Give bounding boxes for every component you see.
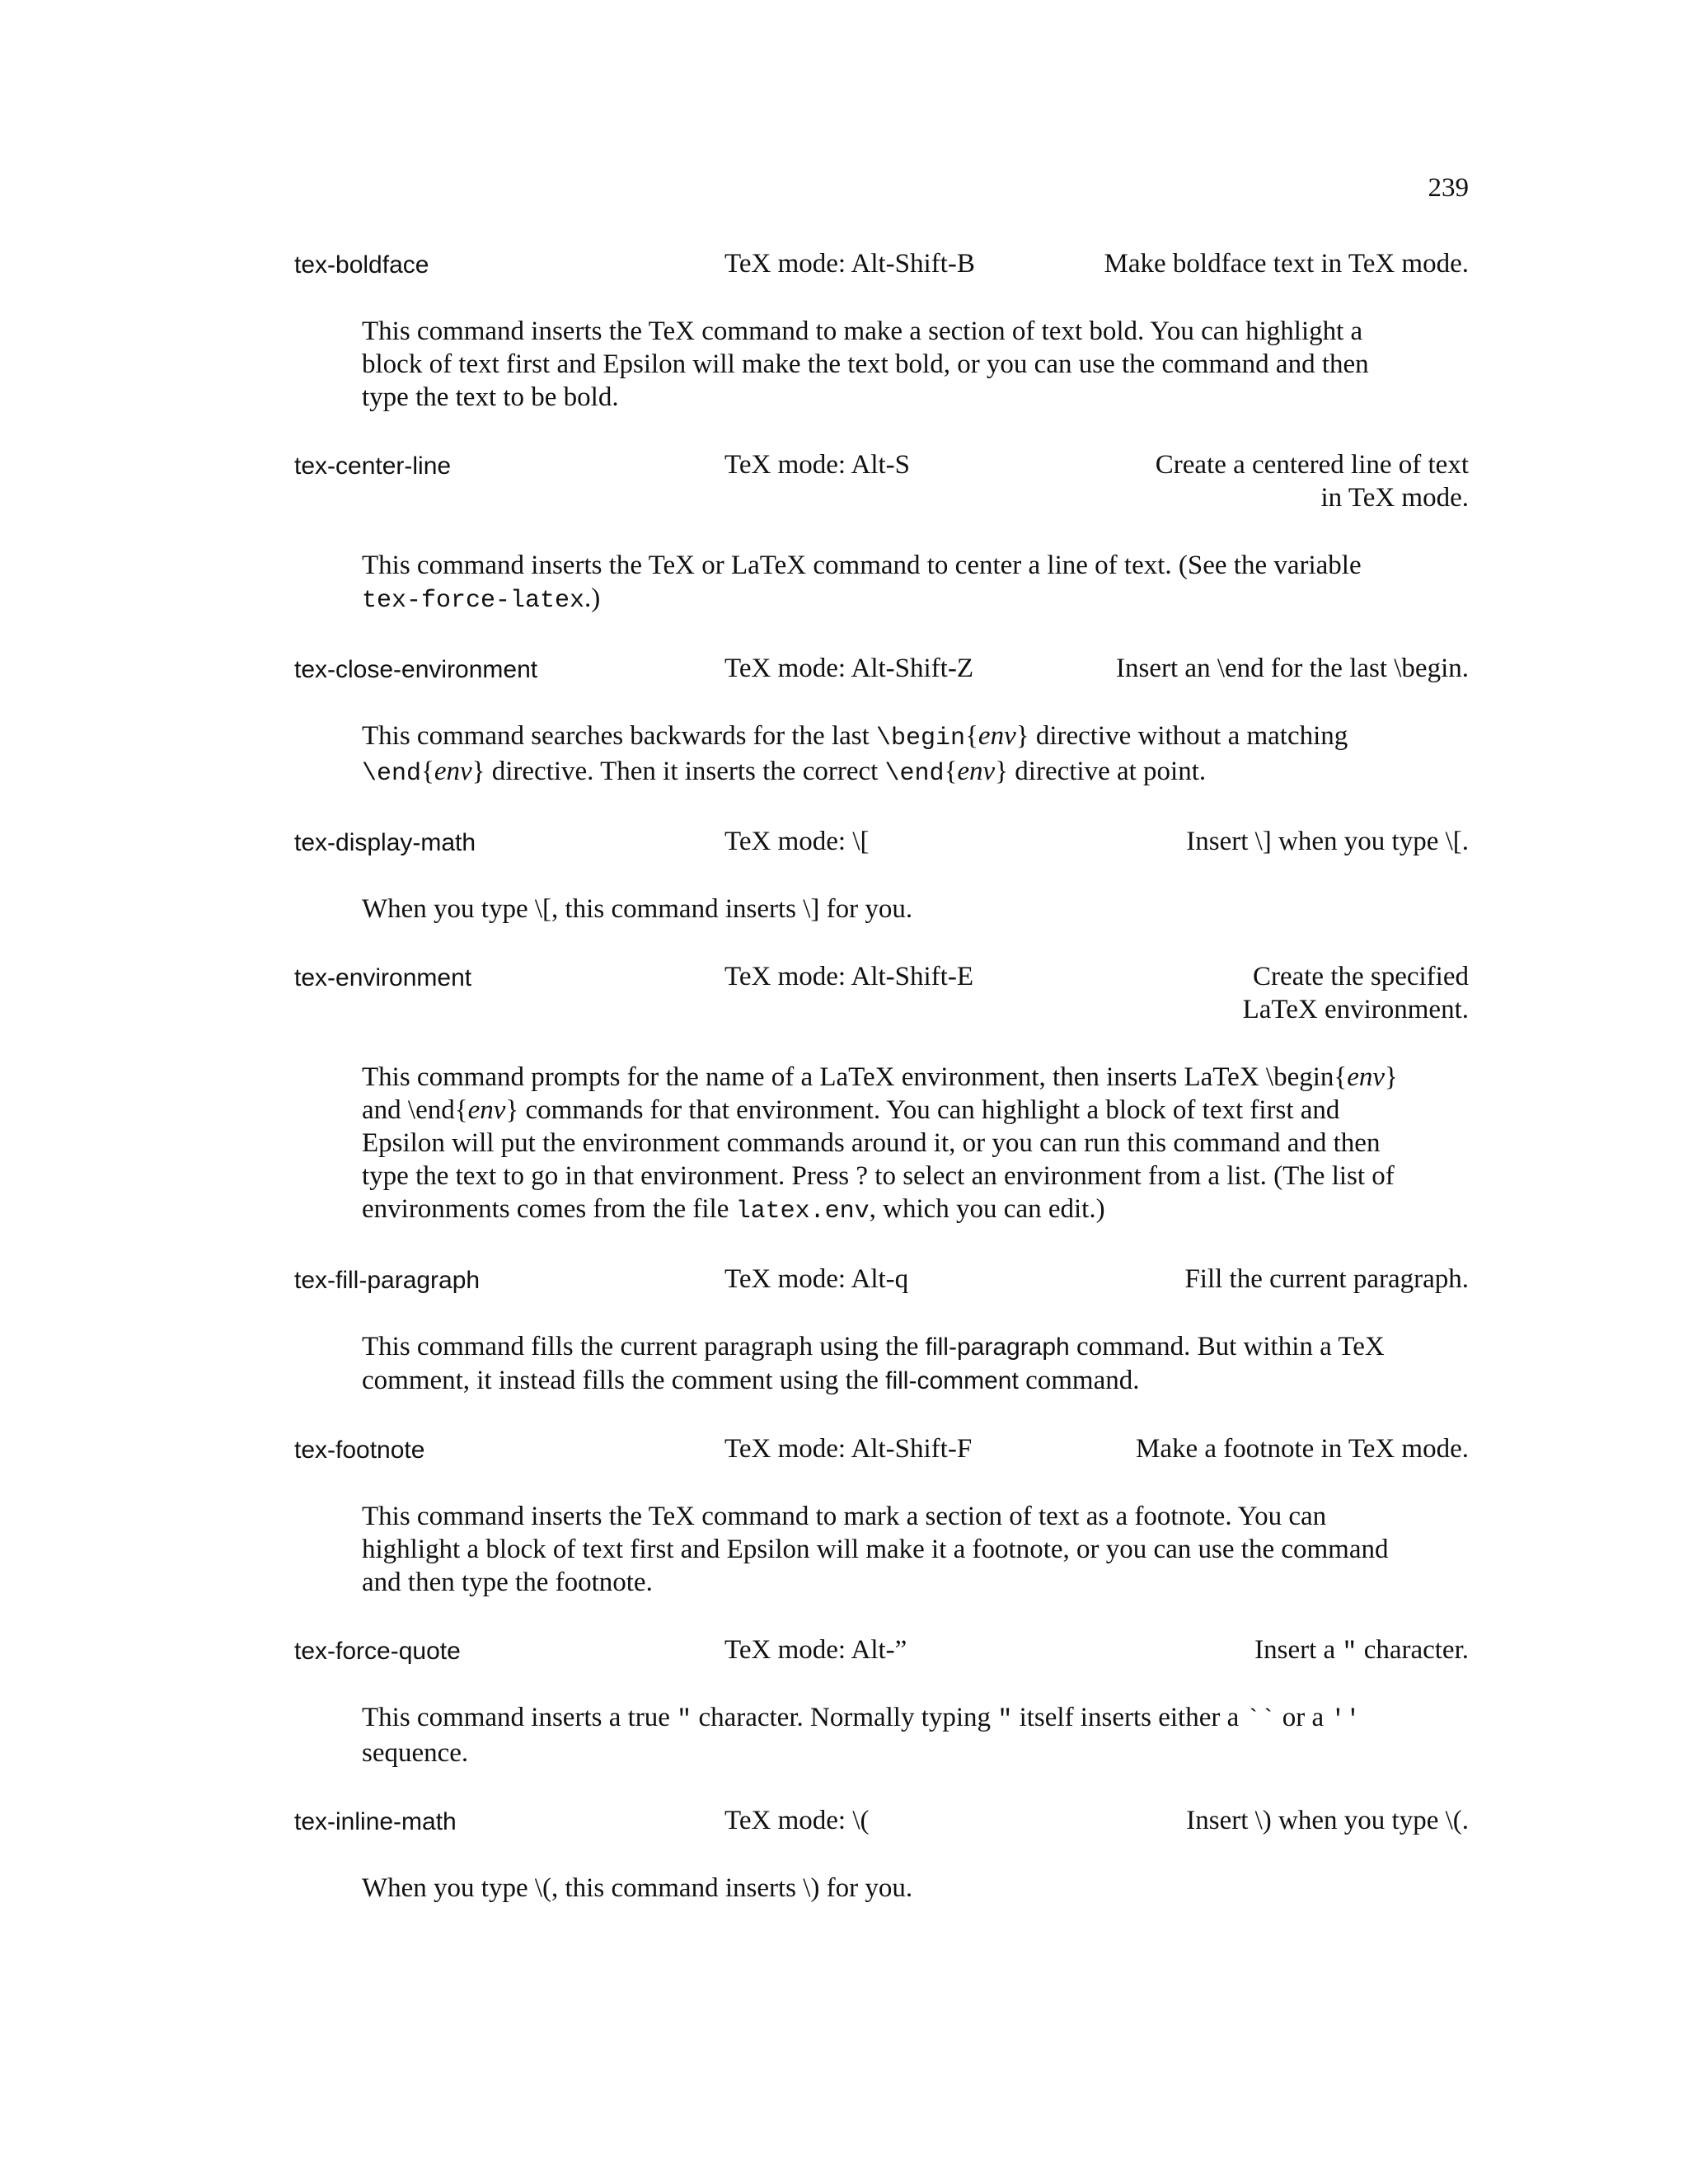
command-name: tex-fill-paragraph [294, 1267, 481, 1294]
summary-line-1: Create a centered line of text [1155, 450, 1469, 480]
key-binding: TeX mode: Alt-Shift-Z [724, 654, 973, 683]
command-name: tex-center-line [294, 452, 452, 480]
quote-char: " [1342, 1638, 1357, 1666]
key-binding: TeX mode: Alt-Shift-E [724, 962, 973, 991]
command-summary: Insert a " character. [1254, 1635, 1469, 1666]
command-summary: Insert \] when you type \[. [1186, 827, 1469, 856]
command-entry-tex-fill-paragraph [294, 1263, 1469, 1398]
command-name: tex-display-math [294, 829, 476, 856]
command-reference: fill-paragraph [925, 1333, 1070, 1361]
summary-line-1: Create the specified [1252, 962, 1469, 991]
variable-name: tex-force-latex [362, 587, 585, 615]
command-entry-tex-center-line [294, 448, 1469, 617]
key-binding: TeX mode: \[ [724, 827, 870, 856]
command-description: This command inserts the TeX command to make a section of text bold. You can highlight a block of text first and Epsilon will make the text bold, or you can use the command and then type the text to be bold. [362, 316, 1369, 412]
latex-end: \end [884, 760, 945, 788]
entry-header [294, 960, 1469, 1026]
quote-char: " [997, 1706, 1013, 1734]
desc-text: .) [584, 583, 601, 613]
command-summary [1114, 960, 1469, 1026]
entry-header [294, 1263, 1469, 1296]
command-entry-tex-inline-math [294, 1804, 1469, 1905]
command-name: tex-boldface [294, 251, 429, 279]
entry-header [294, 1804, 1469, 1837]
command-entry-tex-environment [294, 960, 1469, 1228]
open-quote-sequence: `` [1245, 1706, 1276, 1734]
entry-header [294, 652, 1469, 685]
env-placeholder: env [978, 721, 1016, 751]
entry-header [294, 1432, 1469, 1465]
command-name: tex-footnote [294, 1436, 425, 1464]
entry-header [294, 448, 1469, 514]
command-name: tex-environment [294, 964, 472, 991]
command-name: tex-close-environment [294, 656, 538, 683]
command-description: This command fills the current paragraph using the fill-paragraph command. But within a TeX comment, it instead fills the comment using the fill-comment command. [362, 1332, 1385, 1395]
command-description: This command prompts for the name of a LaTeX environment, then inserts LaTeX \begin{env} and \end{env} commands for that environment. You can highlight a block of text first and Epsilon will put the environment commands around it, or you can run this command and then type the text to go in that environment. Press ? to select an environment from a list. (The list of environments comes from the file latex.env, which you can edit.) [362, 1062, 1398, 1226]
page-number: 239 [1428, 173, 1469, 203]
command-summary: Insert an \end for the last \begin. [1116, 654, 1469, 683]
command-description: This command inserts the TeX command to mark a section of text as a footnote. You can highlight a block of text first and Epsilon will make it a footnote, or you can use the command and then type the footnote. [362, 1502, 1389, 1597]
key-binding: TeX mode: Alt-” [724, 1635, 907, 1665]
command-description: When you type \[, this command inserts \] for you. [362, 894, 913, 924]
command-summary: Insert \) when you type \(. [1186, 1806, 1469, 1835]
command-description: This command searches backwards for the last \begin{env} directive without a matching \end{env} directive. Then it inserts the correct \end{env} directive at point. [362, 721, 1348, 788]
command-reference: fill-comment [885, 1367, 1019, 1394]
command-entry-tex-footnote [294, 1432, 1469, 1599]
command-entry-tex-boldface [294, 247, 1469, 414]
env-placeholder: env [957, 757, 996, 786]
summary-line-2: in TeX mode. [1320, 483, 1469, 513]
command-summary: Fill the current paragraph. [1184, 1264, 1469, 1294]
key-binding: TeX mode: Alt-Shift-B [724, 249, 975, 279]
command-list [294, 247, 1469, 1905]
command-description [362, 549, 1404, 617]
entry-header [294, 1633, 1469, 1666]
key-binding: TeX mode: Alt-S [724, 450, 911, 480]
env-placeholder: env [434, 757, 472, 786]
key-binding: TeX mode: Alt-q [724, 1264, 909, 1294]
latex-begin: \begin [876, 724, 966, 752]
quote-char: " [677, 1706, 692, 1734]
command-description: This command inserts a true " character. Normally typing " itself inserts either a `` or a '' sequence. [362, 1703, 1361, 1768]
command-name: tex-inline-math [294, 1808, 457, 1835]
command-summary: Make boldface text in TeX mode. [1104, 249, 1469, 279]
command-entry-tex-display-math [294, 825, 1469, 926]
command-summary: Make a footnote in TeX mode. [1136, 1434, 1469, 1464]
close-quote-sequence: '' [1330, 1706, 1361, 1734]
command-entry-tex-close-environment [294, 652, 1469, 790]
command-entry-tex-force-quote [294, 1633, 1469, 1769]
file-name: latex.env [735, 1197, 870, 1226]
command-name: tex-force-quote [294, 1638, 461, 1665]
command-description: When you type \(, this command inserts \) for you. [362, 1873, 913, 1903]
env-placeholder: env [467, 1095, 506, 1125]
summary-line-2: LaTeX environment. [1242, 995, 1469, 1024]
command-summary [1114, 448, 1469, 514]
key-binding: TeX mode: \( [724, 1806, 870, 1835]
env-placeholder: env [1347, 1062, 1386, 1092]
entry-header [294, 247, 1469, 280]
latex-end: \end [362, 760, 422, 788]
desc-text: This command inserts the TeX or LaTeX command to center a line of text. (See the variable [362, 551, 1362, 580]
entry-header [294, 825, 1469, 858]
key-binding: TeX mode: Alt-Shift-F [724, 1434, 973, 1464]
